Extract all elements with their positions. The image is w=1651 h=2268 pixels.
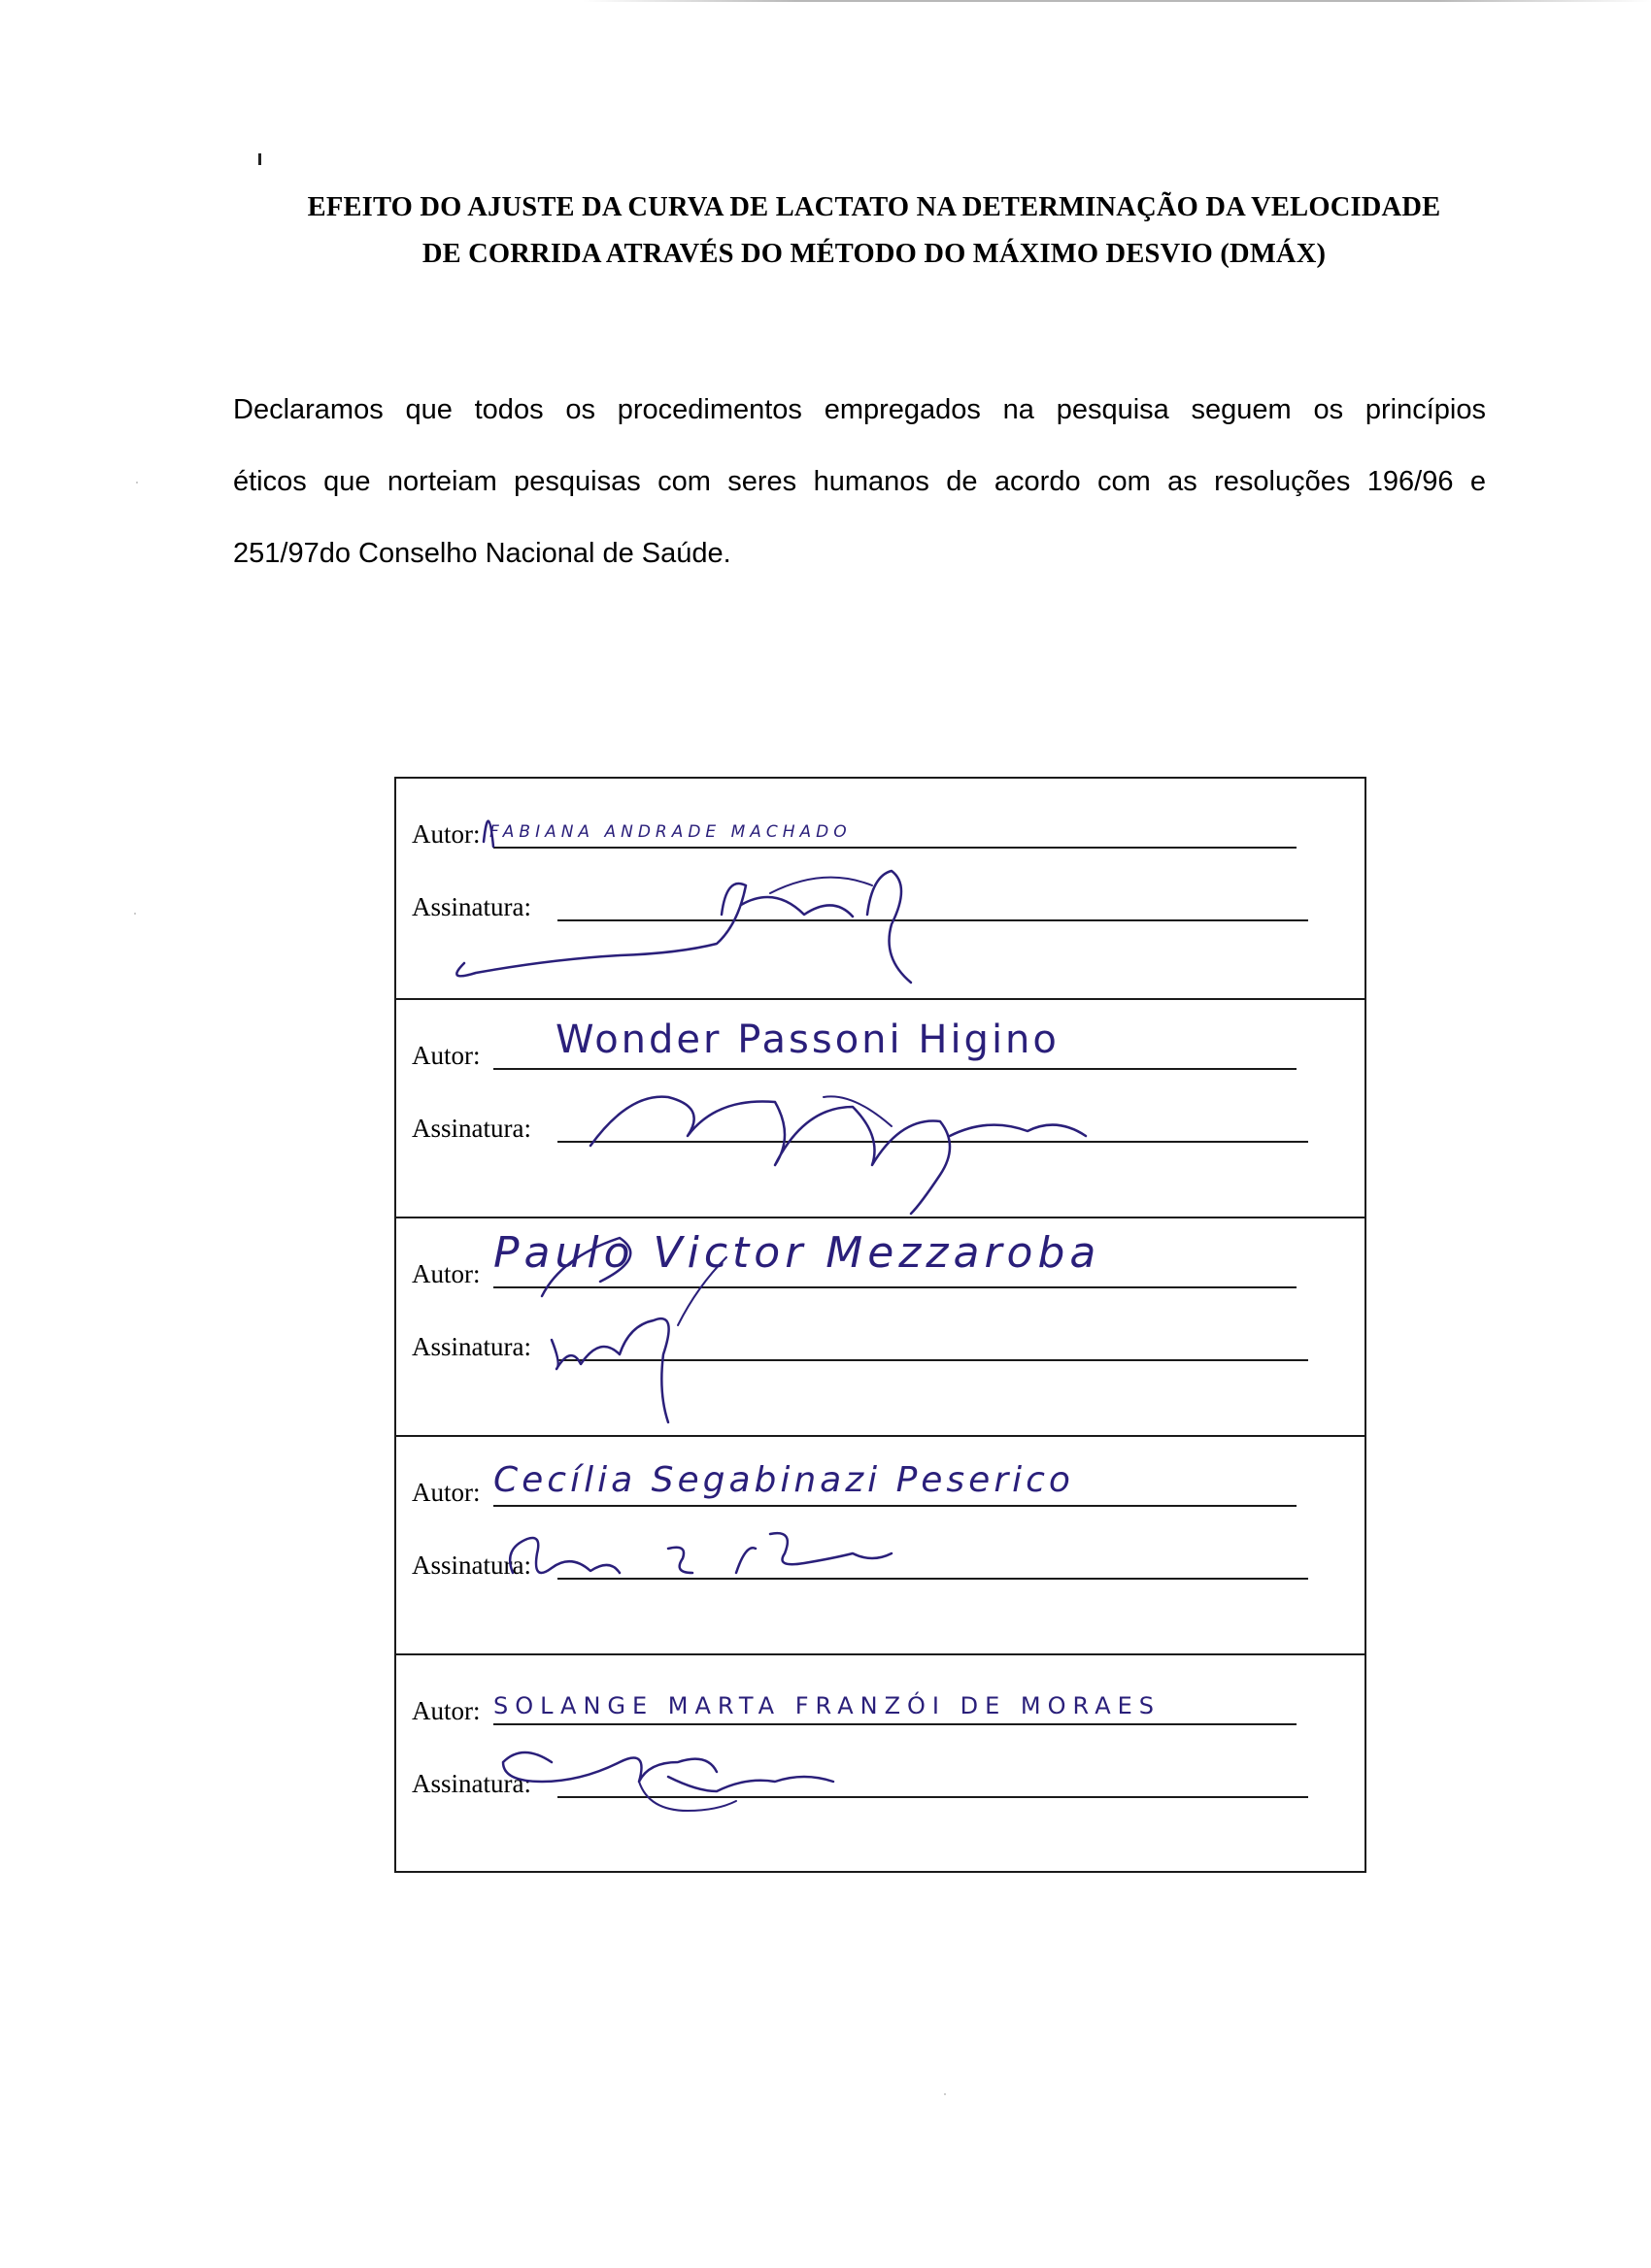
scan-speck [136,482,138,484]
handwritten-author-name: SOLANGE MARTA FRANZÓI DE MORAES [493,1692,1162,1719]
scan-mark [258,153,261,165]
assinatura-label: Assinatura: [412,1551,531,1580]
document-title [194,184,1554,278]
signature-row [396,779,1365,998]
scan-speck [134,913,136,915]
assinatura-label: Assinatura: [412,1769,531,1798]
title-line-1: EFEITO DO AJUSTE DA CURVA DE LACTATO NA DETERMINAÇÃO DA VELOCIDADE [307,192,1441,222]
handwritten-signature [484,1437,1358,1655]
handwritten-author-name: Wonder Passoni Higino [556,1017,1060,1062]
scan-speck [944,2093,946,2095]
signature-row [396,1435,1365,1653]
handwritten-author-name: FABIANA ANDRADE MACHADO [489,822,852,842]
handwritten-signature [484,779,1358,997]
handwritten-signature [484,1655,1358,1874]
assinatura-label: Assinatura: [412,1332,531,1361]
autor-label: Autor: [412,1259,481,1288]
handwritten-signature [484,1218,1358,1437]
autor-label: Autor: [412,819,481,849]
signature-row [396,1653,1365,1871]
assinatura-label: Assinatura: [412,892,531,921]
handwritten-author-name: Paulo Victor Mezzaroba [493,1228,1101,1278]
title-line-2: DE CORRIDA ATRAVÉS DO MÉTODO DO MÁXIMO DESVIO (DMÁX) [421,239,1327,269]
autor-label: Autor: [412,1696,481,1725]
handwritten-signature [484,1000,1358,1218]
declaration-line-3: 251/97do Conselho Nacional de Saúde. [233,538,731,569]
signature-row [396,998,1365,1217]
signature-row [396,1217,1365,1435]
handwritten-author-name: Cecília Segabinazi Peserico [493,1460,1074,1500]
scan-edge-line [583,0,1651,2]
autor-label: Autor: [412,1041,481,1070]
signature-table [394,777,1366,1873]
declaration-line-2: éticos que norteiam pesquisas com seres humanos de acordo com as resoluções 196/96 e [233,466,1486,497]
autor-label: Autor: [412,1478,481,1507]
declaration-paragraph [233,374,1486,589]
assinatura-label: Assinatura: [412,1114,531,1143]
declaration-line-1: Declaramos que todos os procedimentos empregados na pesquisa seguem os princípios [233,394,1486,425]
